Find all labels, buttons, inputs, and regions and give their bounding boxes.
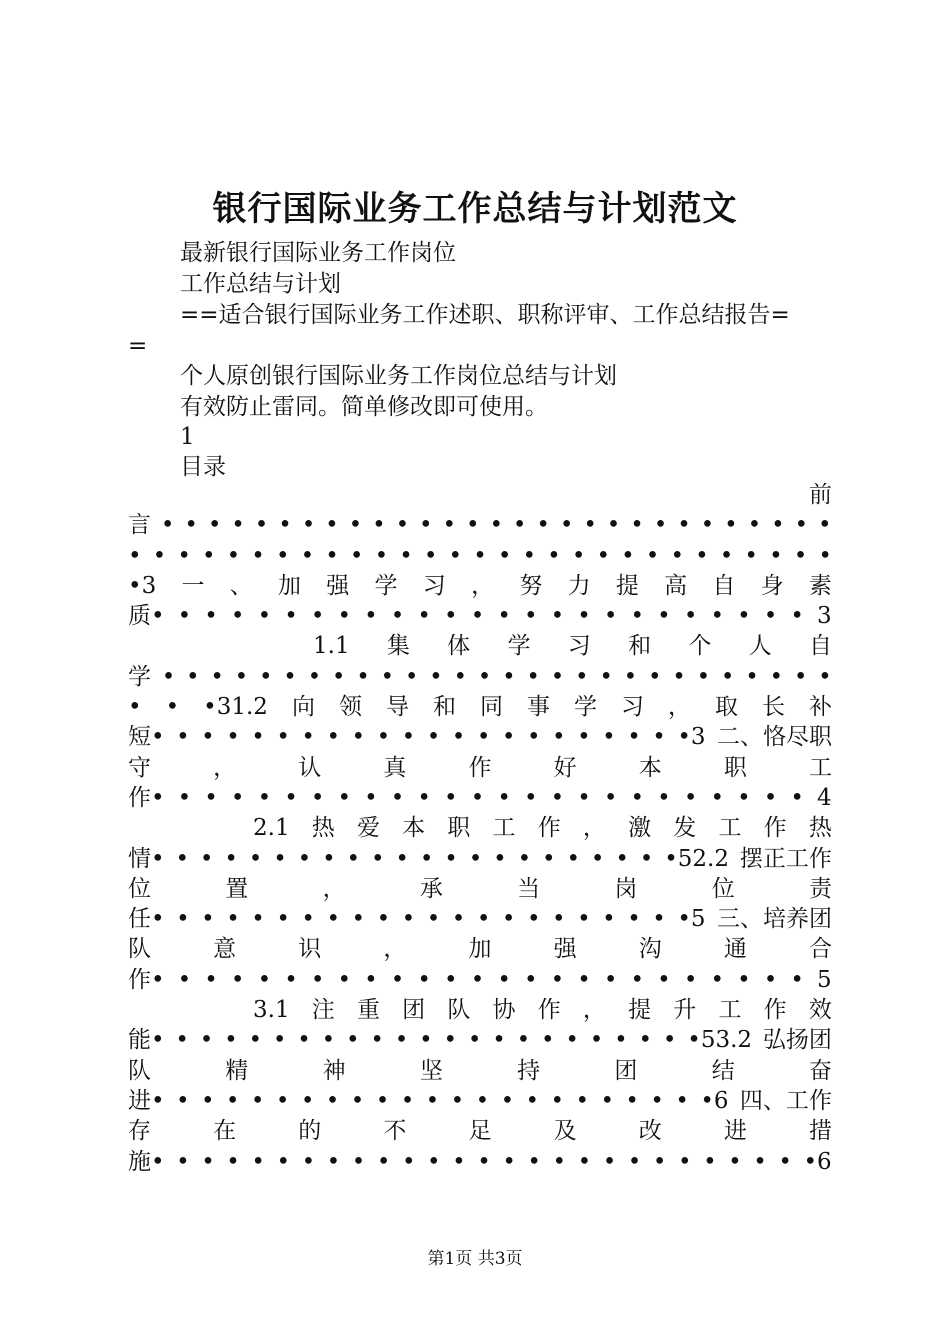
toc-line: 质• • • • • • • • • • • • • • • • • • • • • • • • • 3 [128,603,832,630]
toc-line: 1.1 集 体 学 习 和 个 人 自 [313,633,832,660]
intro-line-1: 最新银行国际业务工作岗位 [180,240,456,266]
toc-line: 队 意 识 ， 加 强 沟 通 合 [128,936,832,963]
toc-line: 队 精 神 坚 持 团 结 奋 [128,1057,832,1084]
toc-line: 存 在 的 不 足 及 改 进 措 [128,1118,832,1145]
toc-heading: 目录 [180,454,226,480]
page-number-marker: 1 [180,424,195,450]
intro-line-2: 工作总结与计划 [180,271,341,297]
toc-line: 学 • • • • • • • • • • • • • • • • • • • • • • • • • • • • [128,663,832,690]
toc-line: 守 ， 认 真 作 好 本 职 工 [128,754,832,781]
toc-line: 能• • • • • • • • • • • • • • • • • • • • • • •53.2 弘扬团 [128,1027,832,1054]
toc-line: 作• • • • • • • • • • • • • • • • • • • • • • • • • 4 [128,784,832,811]
toc-line: 位 置 ， 承 当 岗 位 责 [128,875,832,902]
page-footer: 第1页 共3页 [427,1249,523,1269]
toc-line: 短• • • • • • • • • • • • • • • • • • • • • •3 二、恪尽职 [128,724,832,751]
toc-line: 情• • • • • • • • • • • • • • • • • • • • • •52.2 摆正工作 [128,845,832,872]
table-of-contents [128,480,832,1177]
toc-line: 3.1 注 重 团 队 协 作 ， 提 升 工 作 效 [253,997,832,1024]
toc-line: • • • • • • • • • • • • • • • • • • • • • • • • • • • • • [128,542,832,569]
toc-line: 施• • • • • • • • • • • • • • • • • • • • • • • • • • •6 [128,1148,832,1175]
document-title: 银行国际业务工作总结与计划范文 [212,189,738,229]
toc-line: •3 一 、 加 强 学 习 ， 努 力 提 高 自 身 素 [128,572,832,599]
intro-line-5: 有效防止雷同。简单修改即可使用。 [180,394,548,420]
toc-line: 2.1 热 爱 本 职 工 作 ， 激 发 工 作 热 [253,815,832,842]
toc-line: 前 [809,482,832,508]
intro-line-3-wrap: = [128,333,148,359]
toc-line: • • •31.2 向 领 导 和 同 事 学 习 ， 取 长 补 [128,694,832,721]
intro-line-4: 个人原创银行国际业务工作岗位总结与计划 [180,363,617,389]
toc-line: 任• • • • • • • • • • • • • • • • • • • • • •5 三、培养团 [128,906,832,933]
toc-line: 言 • • • • • • • • • • • • • • • • • • • • • • • • • • • • • [128,512,832,539]
toc-line: 作• • • • • • • • • • • • • • • • • • • • • • • • • 5 [128,966,832,993]
toc-line: 进• • • • • • • • • • • • • • • • • • • • • • •6 四、工作 [128,1087,832,1114]
intro-line-3: ==适合银行国际业务工作述职、职称评审、工作总结报告= [180,302,790,328]
